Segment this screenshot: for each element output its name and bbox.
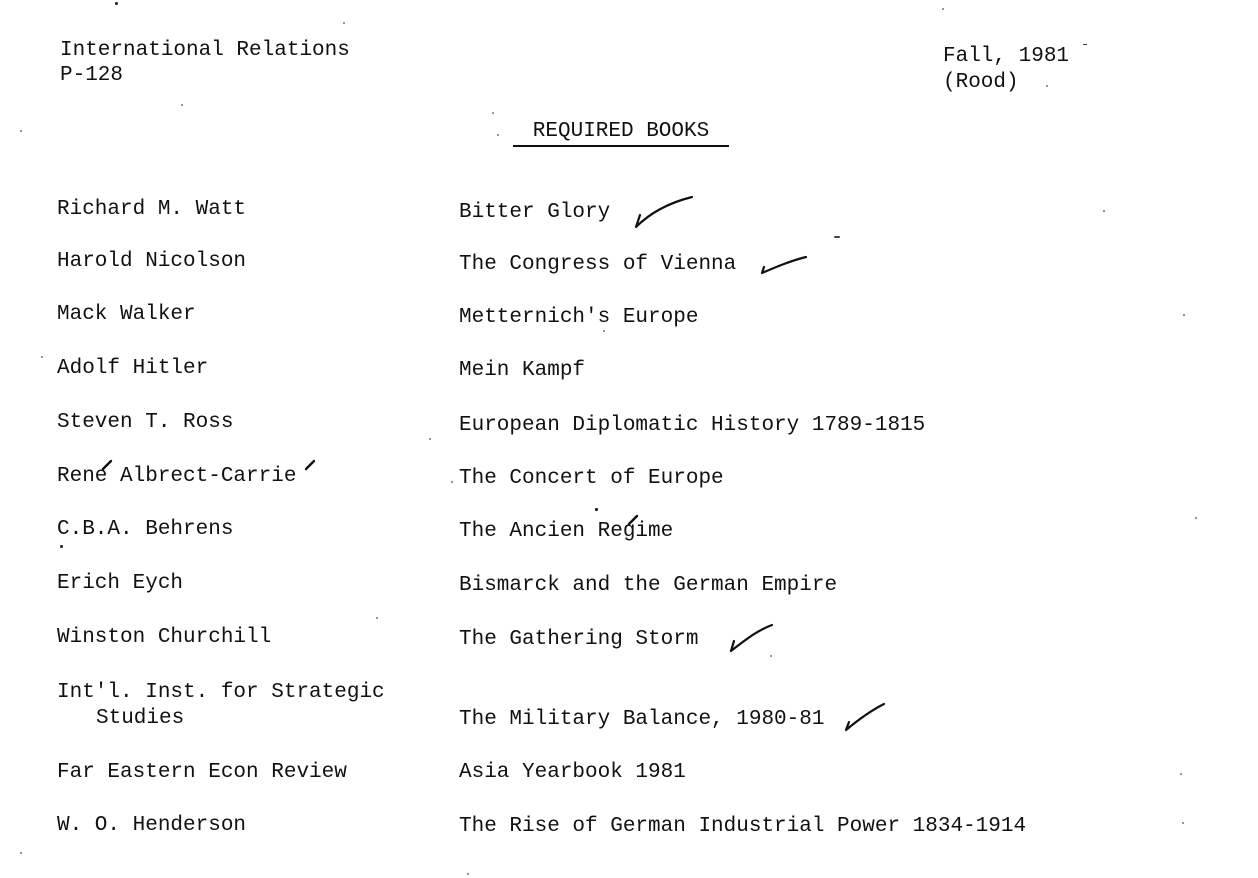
scan-speck xyxy=(1183,314,1185,316)
book-row xyxy=(0,356,1258,396)
scan-speck xyxy=(1195,517,1197,519)
scan-speck xyxy=(376,617,378,619)
checkmark-icon xyxy=(842,702,892,736)
book-author: Steven T. Ross xyxy=(57,411,234,434)
scan-speck xyxy=(20,852,22,854)
book-author-line2: Studies xyxy=(96,707,185,730)
book-title: The Military Balance, 1980-81 xyxy=(459,708,825,731)
book-row xyxy=(0,249,1258,289)
accent-mark-icon xyxy=(626,513,642,527)
scan-speck xyxy=(834,236,840,238)
scan-speck xyxy=(492,112,494,114)
book-author: Erich Eych xyxy=(57,572,184,595)
book-author: C.B.A. Behrens xyxy=(57,518,234,541)
scan-speck xyxy=(497,134,499,136)
scan-speck xyxy=(1046,85,1048,87)
book-title: European Diplomatic History 1789-1815 xyxy=(459,414,926,437)
book-row xyxy=(0,464,1258,504)
book-author: Far Eastern Econ Review xyxy=(57,761,347,784)
scan-speck xyxy=(429,438,431,440)
scan-speck xyxy=(1182,822,1184,824)
checkmark-icon xyxy=(726,623,780,657)
book-title: The Ancien Regime xyxy=(459,520,674,543)
term: Fall, 1981 xyxy=(943,45,1070,68)
course-code: P-128 xyxy=(60,64,124,87)
book-row xyxy=(0,517,1258,557)
book-author xyxy=(57,680,385,732)
book-title: Mein Kampf xyxy=(459,359,586,382)
book-title: Metternich's Europe xyxy=(459,306,699,329)
book-title: The Rise of German Industrial Power 1834-1914 xyxy=(459,815,1027,838)
term-heading xyxy=(943,44,1069,96)
accent-mark-icon xyxy=(303,458,319,472)
scan-speck xyxy=(467,873,469,875)
book-author: Rene Albrect-Carrie xyxy=(57,465,297,488)
book-title: Asia Yearbook 1981 xyxy=(459,761,686,784)
book-author: Mack Walker xyxy=(57,303,196,326)
scan-speck xyxy=(451,481,453,483)
scan-speck xyxy=(603,330,605,332)
accent-mark-icon xyxy=(100,458,116,472)
scan-speck xyxy=(1103,210,1105,212)
scan-speck xyxy=(20,130,22,132)
book-author: Richard M. Watt xyxy=(57,198,247,221)
book-row xyxy=(0,680,1258,736)
course-heading xyxy=(60,38,350,88)
book-author: Winston Churchill xyxy=(57,626,272,649)
book-row xyxy=(0,760,1258,800)
scan-speck xyxy=(770,655,772,657)
book-row xyxy=(0,197,1258,237)
book-author: Harold Nicolson xyxy=(57,250,247,273)
scan-speck xyxy=(1180,773,1182,775)
checkmark-icon xyxy=(630,195,700,235)
book-row xyxy=(0,302,1258,342)
book-row xyxy=(0,571,1258,611)
scan-speck xyxy=(942,8,944,10)
scan-speck xyxy=(181,104,183,106)
book-title: The Congress of Vienna xyxy=(459,253,737,276)
book-row xyxy=(0,410,1258,450)
scan-speck xyxy=(595,508,598,511)
book-row xyxy=(0,625,1258,665)
instructor: (Rood) xyxy=(943,71,1019,94)
book-title: Bismarck and the German Empire xyxy=(459,574,838,597)
book-title: Bitter Glory xyxy=(459,201,611,224)
book-title: The Concert of Europe xyxy=(459,467,724,490)
page-title: REQUIRED BOOKS xyxy=(513,119,729,147)
book-author-line1: Int'l. Inst. for Strategic xyxy=(57,681,385,704)
book-title: The Gathering Storm xyxy=(459,628,699,651)
book-author: W. O. Henderson xyxy=(57,814,247,837)
book-row xyxy=(0,813,1258,853)
scan-speck xyxy=(115,2,118,5)
scan-speck xyxy=(343,22,345,24)
scan-speck xyxy=(41,356,43,358)
course-name: International Relations xyxy=(60,39,350,62)
scan-speck xyxy=(60,545,63,548)
scan-speck xyxy=(1083,44,1087,45)
book-author: Adolf Hitler xyxy=(57,357,209,380)
checkmark-icon xyxy=(758,253,818,279)
